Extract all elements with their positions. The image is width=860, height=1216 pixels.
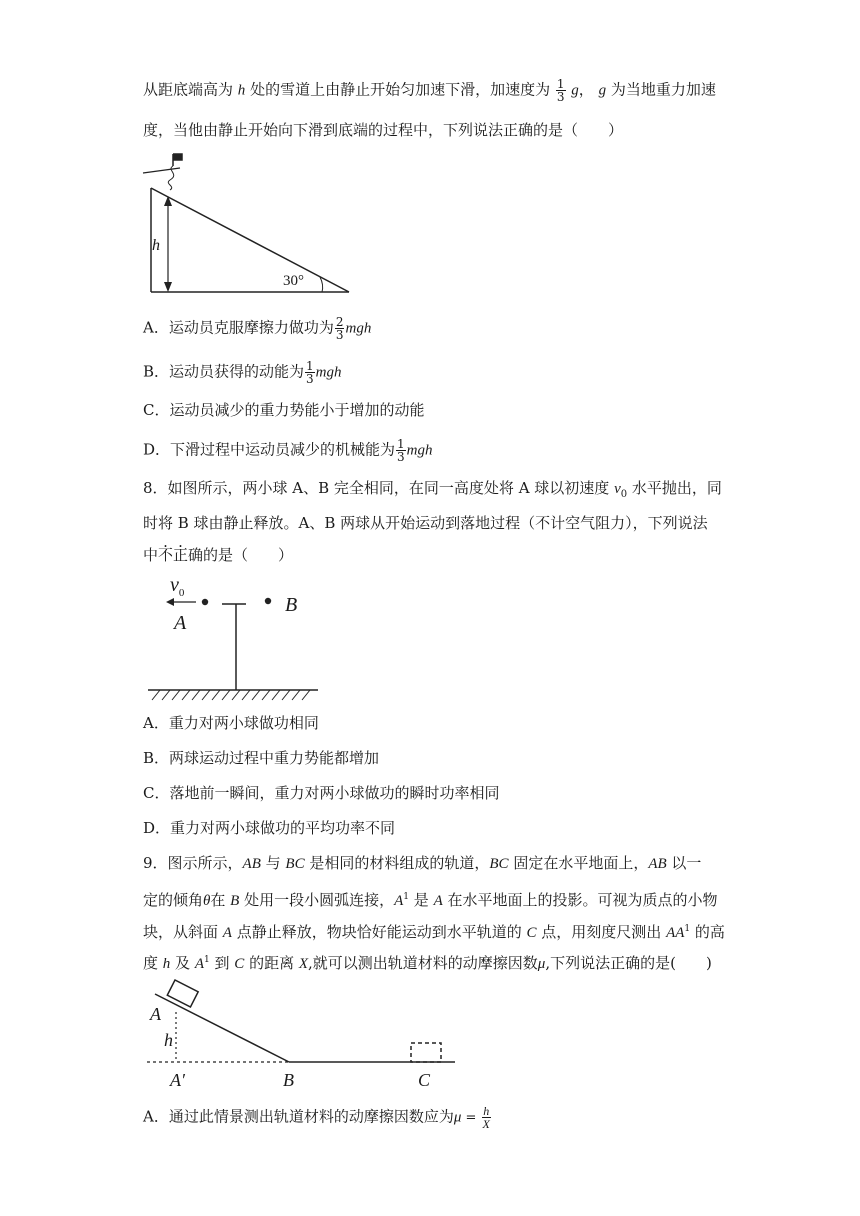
q7-option-c[interactable]: C．运动员减少的重力势能小于增加的动能 bbox=[143, 401, 425, 419]
q8-stem-line1: 8．如图所示，两小球 A、B 完全相同，在同一高度处将 A 球以初速度 $v_0$ 水平抛出，同 bbox=[143, 479, 722, 500]
q7-stem-line2: 度，当他由静止开始向下滑到底端的过程中，下列说法正确的是（ ） bbox=[143, 121, 624, 139]
q7-optD-fraction: $\frac{1}{3}$ bbox=[397, 437, 405, 464]
q7-fig-h-label: h bbox=[152, 237, 160, 254]
q7-stem-text: 为当地重力加速 bbox=[610, 80, 716, 99]
q8-emphasis-dot: 正 bbox=[173, 546, 189, 564]
q8-fig-A-label: A bbox=[174, 612, 187, 634]
q9-fig-A1-label: A′ bbox=[170, 1070, 185, 1090]
q8-emphasis-dot: 不 bbox=[158, 546, 174, 564]
q7-var-g: g bbox=[598, 82, 607, 99]
q7-stem-text: 处的雪道上由静止开始匀加速下滑，加速度为 bbox=[250, 80, 551, 99]
q7-stem-line1: 从距底端高为 h 处的雪道上由静止开始匀加速下滑，加速度为 $\frac{1}{3}$ g， g 为当地重力加速 bbox=[143, 77, 716, 104]
q8-option-a[interactable]: A．重力对两小球做功相同 bbox=[143, 714, 319, 732]
q8-stem-line2: 时将 B 球由静止释放。A、B 两球从开始运动到落地过程（不计空气阻力），下列说法 bbox=[143, 514, 708, 532]
q9-fig-B-label: B bbox=[283, 1070, 294, 1090]
q7-fig-angle-label: 30° bbox=[283, 273, 304, 289]
q8-option-d[interactable]: D．重力对两小球做功的平均功率不同 bbox=[143, 819, 396, 837]
q8-stem-line3: 中不正确的是（ ） bbox=[143, 546, 294, 564]
q7-incline-figure bbox=[140, 148, 360, 308]
q7-accel-fraction: $\frac{1}{3}$ bbox=[556, 77, 565, 104]
q7-var-g: g bbox=[571, 82, 579, 99]
q9-optA-fraction: $\frac{h}{X}$ bbox=[482, 1104, 490, 1131]
q7-optA-fraction: $\frac{2}{3}$ bbox=[335, 315, 344, 342]
q7-option-d[interactable]: D．下滑过程中运动员减少的机械能为 $\frac{1}{3}$ mgh bbox=[143, 437, 433, 464]
q9-stem-line4: 度 h 及 $A^1$ 到 C 的距离 X,就可以测出轨道材料的动摩擦因数μ,下列说法正确的是( ) bbox=[143, 954, 712, 972]
q8-fig-B-label: B bbox=[285, 594, 298, 616]
q7-stem-text: 从距底端高为 bbox=[143, 80, 234, 99]
q8-option-c[interactable]: C．落地前一瞬间，重力对两小球做功的瞬时功率相同 bbox=[143, 784, 500, 802]
q9-fig-C-label: C bbox=[418, 1070, 431, 1090]
q7-option-a[interactable]: A．运动员克服摩擦力做功为 $\frac{2}{3}$ mgh bbox=[143, 315, 372, 342]
q9-stem-line1: 9．图示所示，AB 与 BC 是相同的材料组成的轨道，BC 固定在水平地面上，AB 以一 bbox=[143, 854, 702, 872]
q8-fig-v0-label: $v_0$ bbox=[170, 574, 185, 599]
q8-option-b[interactable]: B．两球运动过程中重力势能都增加 bbox=[143, 749, 380, 767]
q9-stem-line3: 块，从斜面 A 点静止释放，物块恰好能运动到水平轨道的 C 点，用刻度尺测出 $AA^1$ 的高 bbox=[143, 923, 725, 941]
q9-incline-track-figure bbox=[145, 978, 465, 1068]
q7-var-h: h bbox=[237, 82, 246, 99]
q9-option-a[interactable]: A．通过此情景测出轨道材料的动摩擦因数应为μ = $\frac{h}{X}$ bbox=[143, 1104, 490, 1131]
q9-fig-A-label: A bbox=[150, 1004, 161, 1024]
q7-option-b[interactable]: B．运动员获得的动能为 $\frac{1}{3}$ mgh bbox=[143, 359, 342, 386]
q9-stem-line2: 定的倾角θ在 B 处用一段小圆弧连接，$A^1$ 是 A 在水平地面上的投影。可视为质点的小物 bbox=[143, 891, 718, 909]
q9-fig-h-label: h bbox=[164, 1030, 173, 1050]
q7-optB-fraction: $\frac{1}{3}$ bbox=[306, 359, 314, 386]
